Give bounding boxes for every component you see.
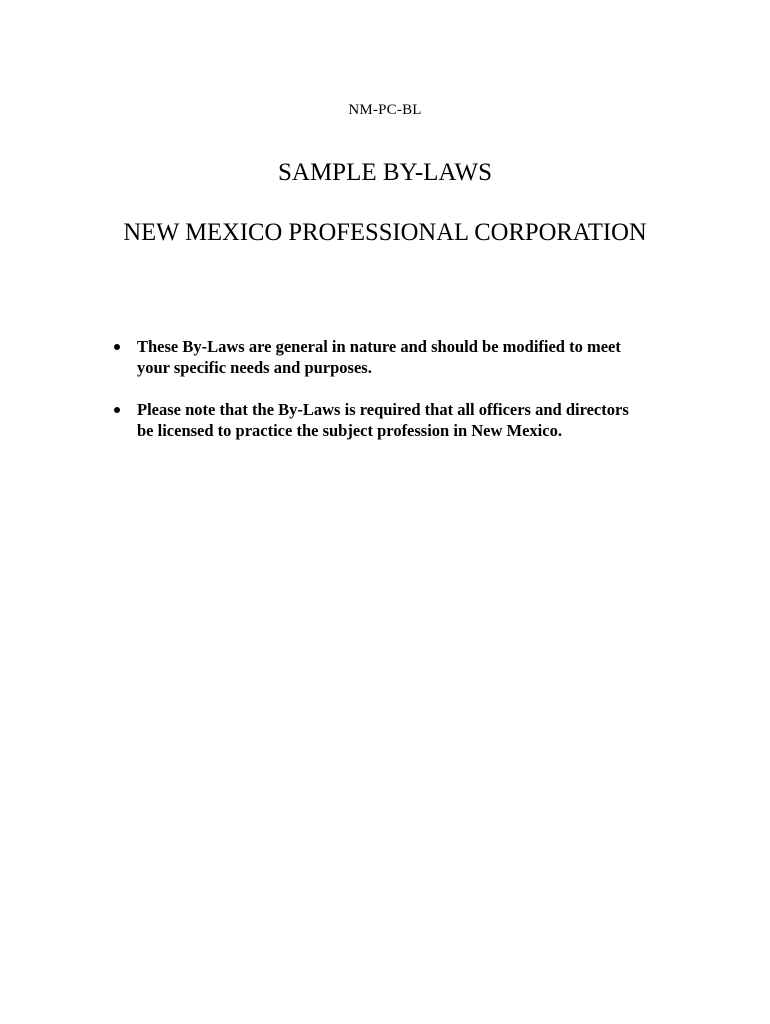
- note-item: [110, 399, 690, 441]
- document-subtitle: NEW MEXICO PROFESSIONAL CORPORATION: [123, 219, 647, 246]
- bullet-icon: [114, 407, 120, 413]
- note-line: Please note that the By-Laws is required that all officers and directors: [137, 400, 629, 419]
- document-title: SAMPLE BY-LAWS: [278, 159, 492, 186]
- note-line: These By-Laws are general in nature and should be modified to meet: [137, 337, 621, 356]
- note-item: [110, 336, 690, 378]
- document-code: NM-PC-BL: [348, 102, 422, 118]
- bullet-icon: [114, 344, 120, 350]
- note-line: be licensed to practice the subject profession in New Mexico.: [137, 421, 562, 440]
- note-line: your specific needs and purposes.: [137, 358, 372, 377]
- notes-list: [110, 336, 690, 462]
